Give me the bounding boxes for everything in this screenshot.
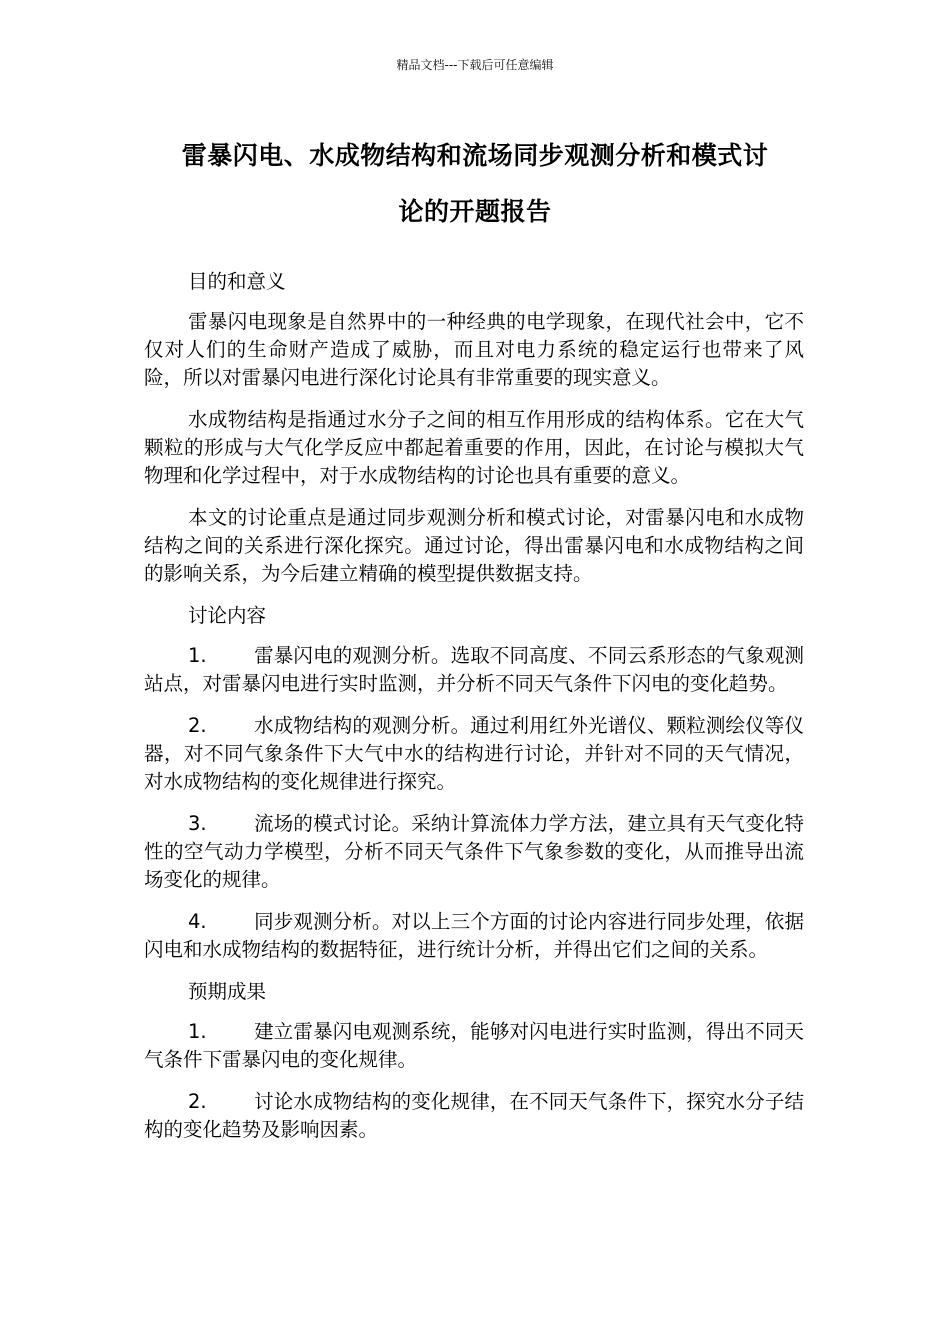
list-item: [144, 642, 804, 698]
section-heading-purpose: 目的和意义: [188, 270, 286, 293]
list-item-text: 流场的模式讨论。采纳计算流体力学方法，建立具有天气变化特性的空气动力学模型，分析不同天气条件下气象参数的变化，从而推导出流场变化的规律。: [144, 812, 804, 891]
list-item-number: 4.: [188, 910, 207, 933]
list-item: [144, 1088, 804, 1144]
list-item: [144, 810, 804, 894]
list-item-number: 3.: [188, 812, 207, 835]
paragraph: 雷暴闪电现象是自然界中的一种经典的电学现象，在现代社会中，它不仅对人们的生命财产造成了威胁，而且对电力系统的稳定运行也带来了风险，所以对雷暴闪电进行深化讨论具有非常重要的现实意义。: [144, 310, 804, 389]
list-item-number: 1.: [188, 644, 207, 667]
list-item-text: 同步观测分析。对以上三个方面的讨论内容进行同步处理，依据闪电和水成物结构的数据特征，进行统计分析，并得出它们之间的关系。: [144, 910, 804, 961]
document-body: [144, 268, 804, 1158]
list-item: [144, 712, 804, 796]
section-heading-content: 讨论内容: [188, 604, 267, 627]
list-item-number: 2.: [188, 714, 207, 737]
list-item-text: 讨论水成物结构的变化规律，在不同天气条件下，探究水分子结构的变化趋势及影响因素。: [144, 1090, 804, 1141]
list-item-text: 雷暴闪电的观测分析。选取不同高度、不同云系形态的气象观测站点，对雷暴闪电进行实时监测，并分析不同天气条件下闪电的变化趋势。: [144, 644, 804, 695]
title-line-2: 论的开题报告: [398, 197, 552, 226]
list-item-text: 建立雷暴闪电观测系统，能够对闪电进行实时监测，得出不同天气条件下雷暴闪电的变化规律。: [144, 1020, 804, 1071]
section-heading-results: 预期成果: [188, 980, 267, 1003]
list-item-number: 2.: [188, 1090, 207, 1113]
page-header-watermark: 精品文档---下载后可任意编辑: [396, 58, 554, 72]
list-item: [144, 908, 804, 964]
list-item-text: 水成物结构的观测分析。通过利用红外光谱仪、颗粒测绘仪等仪器，对不同气象条件下大气中水的结构进行讨论，并针对不同的天气情况，对水成物结构的变化规律进行探究。: [144, 714, 804, 793]
title-line-1: 雷暴闪电、水成物结构和流场同步观测分析和模式讨: [181, 141, 769, 170]
paragraph: 本文的讨论重点是通过同步观测分析和模式讨论，对雷暴闪电和水成物结构之间的关系进行深化探究。通过讨论，得出雷暴闪电和水成物结构之间的影响关系，为今后建立精确的模型提供数据支持。: [144, 506, 804, 585]
list-item-number: 1.: [188, 1020, 207, 1043]
list-item: [144, 1018, 804, 1074]
document-title: [140, 128, 810, 240]
paragraph: 水成物结构是指通过水分子之间的相互作用形成的结构体系。它在大气颗粒的形成与大气化学反应中都起着重要的作用，因此，在讨论与模拟大气物理和化学过程中，对于水成物结构的讨论也具有重要的意义。: [144, 408, 804, 487]
